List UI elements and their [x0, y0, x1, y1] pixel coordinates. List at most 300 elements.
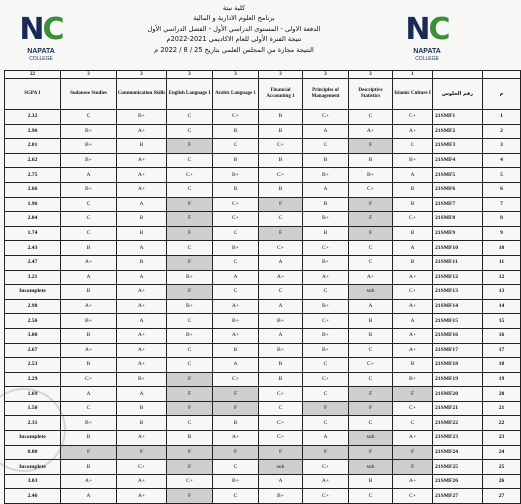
table-row: [5, 168, 521, 183]
grade-cell-principles-of-management: B+: [303, 299, 349, 314]
seat-number-cell: 21SMF8: [433, 212, 483, 227]
grade-cell-financial-accounting: B: [259, 358, 303, 373]
grade-cell-principles-of-management: C: [303, 416, 349, 431]
table-row: [5, 489, 521, 504]
grade-cell-sudanese-studies: A+: [61, 474, 117, 489]
grade-cell-sudanese-studies: A: [61, 270, 117, 285]
grade-cell-english-language: C: [167, 124, 213, 139]
grade-cell-communication-skills: F: [117, 445, 167, 460]
grade-cell-financial-accounting: C+: [259, 241, 303, 256]
grade-cell-sudanese-studies: C: [61, 197, 117, 212]
grade-cell-communication-skills: B+: [117, 110, 167, 125]
seat-number-cell: 21SMF24: [433, 445, 483, 460]
grade-cell-principles-of-management: A: [303, 431, 349, 446]
grade-cell-descriptive-statistics: C: [349, 255, 393, 270]
grade-cell-sudanese-studies: C+: [61, 372, 117, 387]
grade-cell-descriptive-statistics: A+: [349, 270, 393, 285]
grade-cell-arabic-language: C: [213, 255, 259, 270]
seat-number-cell: 21SMF15: [433, 314, 483, 329]
grade-cell-english-language: F: [167, 139, 213, 154]
grade-cell-descriptive-statistics: F: [349, 445, 393, 460]
grade-cell-english-language: C: [167, 343, 213, 358]
grade-cell-descriptive-statistics: B: [349, 314, 393, 329]
grade-cell-arabic-language: B+: [213, 168, 259, 183]
grade-cell-english-language: F: [167, 372, 213, 387]
grade-cell-communication-skills: B: [117, 212, 167, 227]
grade-cell-islamic-culture: C: [393, 139, 433, 154]
grade-cell-communication-skills: A: [117, 197, 167, 212]
grade-cell-descriptive-statistics: sub: [349, 460, 393, 475]
index-cell: 3: [483, 139, 521, 154]
credit-hours-cell: 3: [167, 71, 213, 79]
grade-cell-financial-accounting: B: [259, 110, 303, 125]
grade-cell-descriptive-statistics: C: [349, 489, 393, 504]
seat-number-cell: 21SMF11: [433, 255, 483, 270]
grade-cell-sudanese-studies: B+: [61, 124, 117, 139]
grade-cell-communication-skills: A: [117, 387, 167, 402]
grade-cell-communication-skills: A+: [117, 474, 167, 489]
table-row: [5, 328, 521, 343]
credit-hours-cell: 3: [117, 71, 167, 79]
grade-cell-communication-skills: A: [117, 314, 167, 329]
column-header-seat-number: رقم الجلوس: [433, 79, 483, 110]
grade-cell-english-language: C: [167, 241, 213, 256]
column-header-index: م: [483, 79, 521, 110]
credit-hours-cell: 3: [303, 71, 349, 79]
index-cell: 14: [483, 299, 521, 314]
index-cell: 12: [483, 270, 521, 285]
index-cell: 26: [483, 474, 521, 489]
grade-cell-financial-accounting: C+: [259, 139, 303, 154]
credit-hours-cell: 22: [5, 71, 61, 79]
grade-cell-principles-of-management: B: [303, 226, 349, 241]
grade-cell-financial-accounting: A: [259, 474, 303, 489]
grade-cell-english-language: C+: [167, 168, 213, 183]
grade-cell-islamic-culture: A: [393, 241, 433, 256]
grade-cell-descriptive-statistics: C: [349, 110, 393, 125]
grade-cell-principles-of-management: B: [303, 153, 349, 168]
table-row: [5, 387, 521, 402]
seat-number-cell: 21SMF18: [433, 358, 483, 373]
grade-cell-descriptive-statistics: F: [349, 387, 393, 402]
grade-cell-financial-accounting: C: [259, 401, 303, 416]
table-row: [5, 474, 521, 489]
grade-cell-english-language: B+: [167, 328, 213, 343]
grade-cell-islamic-culture: C+: [393, 285, 433, 300]
napata-logo-mark-icon: NC: [405, 12, 449, 47]
grade-cell-descriptive-statistics: C+: [349, 182, 393, 197]
grade-cell-english-language: F: [167, 489, 213, 504]
index-cell: 8: [483, 212, 521, 227]
grade-cell-arabic-language: B: [213, 182, 259, 197]
grade-cell-english-language: F: [167, 212, 213, 227]
grade-cell-sudanese-studies: B: [61, 328, 117, 343]
grade-cell-financial-accounting: C+: [259, 387, 303, 402]
grade-cell-financial-accounting: A+: [259, 270, 303, 285]
grade-cell-descriptive-statistics: A+: [349, 124, 393, 139]
grade-cell-arabic-language: C+: [213, 197, 259, 212]
grade-cell-english-language: C: [167, 358, 213, 373]
index-cell: 9: [483, 226, 521, 241]
sgpa-cell: 1.69: [5, 387, 61, 402]
grade-cell-financial-accounting: F: [259, 197, 303, 212]
seat-number-cell: 21SMF9: [433, 226, 483, 241]
index-cell: 22: [483, 416, 521, 431]
grade-cell-english-language: C: [167, 110, 213, 125]
grade-cell-english-language: F: [167, 401, 213, 416]
grade-cell-arabic-language: A: [213, 270, 259, 285]
grade-cell-english-language: F: [167, 226, 213, 241]
grade-cell-descriptive-statistics: sub: [349, 285, 393, 300]
grade-cell-principles-of-management: C+: [303, 241, 349, 256]
grade-cell-islamic-culture: A+: [393, 270, 433, 285]
grade-cell-communication-skills: B+: [117, 372, 167, 387]
grade-cell-sudanese-studies: A+: [61, 299, 117, 314]
credit-hours-cell: 3: [259, 71, 303, 79]
header-result-title: نتيجة الفترة الأولى للعام الاكاديمي 2021-2022م: [166, 35, 302, 44]
grade-cell-english-language: B+: [167, 299, 213, 314]
grade-cell-islamic-culture: B+: [393, 372, 433, 387]
header-program: برنامج العلوم الادارية و المالية: [193, 14, 275, 23]
grade-cell-arabic-language: B+: [213, 241, 259, 256]
index-cell: 25: [483, 460, 521, 475]
seat-number-cell: 21SMF12: [433, 270, 483, 285]
grade-cell-islamic-culture: B: [393, 255, 433, 270]
grade-cell-principles-of-management: B+: [303, 168, 349, 183]
grade-cell-english-language: C: [167, 416, 213, 431]
grade-cell-arabic-language: B+: [213, 474, 259, 489]
grade-cell-communication-skills: A+: [117, 431, 167, 446]
grade-cell-communication-skills: A+: [117, 182, 167, 197]
credit-hours-cell: [483, 71, 521, 79]
grade-cell-descriptive-statistics: C: [349, 343, 393, 358]
sgpa-cell: 1.96: [5, 197, 61, 212]
grade-cell-islamic-culture: C+: [393, 110, 433, 125]
grade-cell-communication-skills: A+: [117, 299, 167, 314]
table-row: [5, 343, 521, 358]
grade-cell-descriptive-statistics: C: [349, 416, 393, 431]
grade-cell-english-language: B+: [167, 270, 213, 285]
grade-cell-principles-of-management: C+: [303, 489, 349, 504]
grade-cell-sudanese-studies: A: [61, 489, 117, 504]
seat-number-cell: 21SMF16: [433, 328, 483, 343]
table-row: [5, 212, 521, 227]
grade-cell-descriptive-statistics: B: [349, 153, 393, 168]
grade-cell-english-language: C: [167, 182, 213, 197]
grade-cell-financial-accounting: C+: [259, 416, 303, 431]
grade-cell-islamic-culture: F: [393, 460, 433, 475]
seat-number-cell: 21SMF1: [433, 110, 483, 125]
table-row: [5, 182, 521, 197]
sgpa-cell: 3.00: [5, 328, 61, 343]
index-cell: 6: [483, 182, 521, 197]
grade-cell-arabic-language: A+: [213, 431, 259, 446]
index-cell: 21: [483, 401, 521, 416]
grade-cell-sudanese-studies: B: [61, 460, 117, 475]
grade-cell-financial-accounting: C+: [259, 431, 303, 446]
results-table: [4, 70, 521, 504]
seat-number-cell: 21SMF22: [433, 416, 483, 431]
grade-cell-principles-of-management: A: [303, 182, 349, 197]
sgpa-cell: 2.01: [5, 139, 61, 154]
credit-hours-cell: 3: [61, 71, 117, 79]
grade-cell-islamic-culture: A+: [393, 124, 433, 139]
column-header-english-language: English Language I: [167, 79, 213, 110]
grade-cell-communication-skills: A+: [117, 153, 167, 168]
grade-cell-principles-of-management: B: [303, 197, 349, 212]
seat-number-cell: 21SMF20: [433, 387, 483, 402]
grade-cell-communication-skills: B: [117, 255, 167, 270]
grade-cell-sudanese-studies: B+: [61, 314, 117, 329]
grade-cell-descriptive-statistics: sub: [349, 431, 393, 446]
grade-cell-islamic-culture: A+: [393, 299, 433, 314]
grade-cell-principles-of-management: C: [303, 358, 349, 373]
table-row: [5, 358, 521, 373]
table-row: [5, 401, 521, 416]
grade-cell-english-language: F: [167, 460, 213, 475]
grade-cell-financial-accounting: B: [259, 182, 303, 197]
grade-cell-islamic-culture: B: [393, 358, 433, 373]
seat-number-cell: 21SMF4: [433, 153, 483, 168]
grade-cell-islamic-culture: C: [393, 416, 433, 431]
seat-number-cell: 21SMF17: [433, 343, 483, 358]
index-cell: 10: [483, 241, 521, 256]
grade-cell-english-language: F: [167, 255, 213, 270]
grade-cell-communication-skills: B: [117, 139, 167, 154]
grade-cell-arabic-language: C+: [213, 372, 259, 387]
credit-hours-cell: 1: [393, 71, 433, 79]
grade-cell-islamic-culture: C+: [393, 212, 433, 227]
grade-cell-arabic-language: F: [213, 387, 259, 402]
grade-cell-principles-of-management: C+: [303, 110, 349, 125]
sgpa-cell: 2.98: [5, 299, 61, 314]
grade-cell-sudanese-studies: C: [61, 212, 117, 227]
sgpa-cell: 2.62: [5, 153, 61, 168]
grade-cell-islamic-culture: A: [393, 168, 433, 183]
grade-cell-principles-of-management: C: [303, 139, 349, 154]
column-header-sudanese-studies: Sudanese Studies: [61, 79, 117, 110]
grade-cell-english-language: C+: [167, 474, 213, 489]
sgpa-cell: Incomplete: [5, 431, 61, 446]
table-row: [5, 285, 521, 300]
napata-logo-left: [10, 12, 72, 70]
table-row: [5, 416, 521, 431]
grade-cell-principles-of-management: F: [303, 401, 349, 416]
seat-number-cell: 21SMF6: [433, 182, 483, 197]
sgpa-cell: 2.31: [5, 416, 61, 431]
seat-number-cell: 21SMF23: [433, 431, 483, 446]
index-cell: 2: [483, 124, 521, 139]
grade-cell-financial-accounting: A: [259, 255, 303, 270]
index-cell: 13: [483, 285, 521, 300]
sgpa-cell: 2.66: [5, 182, 61, 197]
grade-cell-english-language: F: [167, 445, 213, 460]
table-row: [5, 460, 521, 475]
sgpa-cell: 2.04: [5, 212, 61, 227]
grade-cell-descriptive-statistics: B: [349, 474, 393, 489]
grade-cell-sudanese-studies: B: [61, 285, 117, 300]
seat-number-cell: 21SMF2: [433, 124, 483, 139]
grade-cell-english-language: C: [167, 153, 213, 168]
grade-cell-arabic-language: C: [213, 226, 259, 241]
credit-hours-cell: 3: [213, 71, 259, 79]
grade-cell-communication-skills: A+: [117, 124, 167, 139]
table-row: [5, 445, 521, 460]
grade-cell-principles-of-management: C: [303, 285, 349, 300]
grade-cell-communication-skills: A+: [117, 343, 167, 358]
grade-cell-financial-accounting: B: [259, 153, 303, 168]
grade-cell-arabic-language: C: [213, 460, 259, 475]
grade-cell-sudanese-studies: B+: [61, 153, 117, 168]
logo-text: NAPATA: [413, 48, 441, 55]
grade-cell-principles-of-management: C: [303, 387, 349, 402]
grade-cell-principles-of-management: C+: [303, 314, 349, 329]
sgpa-cell: Incomplete: [5, 285, 61, 300]
header-level: الدفعة الاولى - المستوى الدراسي الأول - الفصل الدراسي الأول: [147, 24, 321, 33]
grade-cell-arabic-language: A: [213, 358, 259, 373]
index-cell: 17: [483, 343, 521, 358]
column-header-row: [5, 79, 521, 110]
napata-logo-mark-icon: NC: [19, 12, 63, 47]
grade-cell-arabic-language: C: [213, 285, 259, 300]
grade-cell-sudanese-studies: B: [61, 241, 117, 256]
sgpa-cell: 3.03: [5, 474, 61, 489]
grade-cell-communication-skills: A+: [117, 328, 167, 343]
grade-cell-arabic-language: B: [213, 343, 259, 358]
grade-cell-islamic-culture: F: [393, 387, 433, 402]
grade-cell-sudanese-studies: A+: [61, 343, 117, 358]
sgpa-cell: 2.67: [5, 343, 61, 358]
grade-cell-arabic-language: C+: [213, 110, 259, 125]
grade-cell-islamic-culture: A+: [393, 343, 433, 358]
grade-cell-arabic-language: F: [213, 445, 259, 460]
grade-cell-communication-skills: A+: [117, 489, 167, 504]
sgpa-cell: 2.32: [5, 110, 61, 125]
grade-cell-financial-accounting: B+: [259, 314, 303, 329]
document-header: [90, 3, 378, 55]
sgpa-cell: 1.50: [5, 401, 61, 416]
sgpa-cell: 1.74: [5, 226, 61, 241]
column-header-sgpa: SGPA 1: [5, 79, 61, 110]
sgpa-cell: 2.29: [5, 372, 61, 387]
grade-cell-financial-accounting: A: [259, 328, 303, 343]
index-cell: 16: [483, 328, 521, 343]
seat-number-cell: 21SMF13: [433, 285, 483, 300]
grade-cell-sudanese-studies: C: [61, 226, 117, 241]
grade-cell-sudanese-studies: A: [61, 387, 117, 402]
grade-cell-islamic-culture: A+: [393, 474, 433, 489]
sgpa-cell: 2.43: [5, 241, 61, 256]
grade-cell-arabic-language: B: [213, 416, 259, 431]
seat-number-cell: 21SMF27: [433, 489, 483, 504]
grade-cell-descriptive-statistics: B+: [349, 168, 393, 183]
table-row: [5, 124, 521, 139]
table-row: [5, 110, 521, 125]
column-header-financial-accounting: Financial Accounting 1: [259, 79, 303, 110]
column-header-communication-skills: Communication Skills: [117, 79, 167, 110]
grade-cell-english-language: F: [167, 285, 213, 300]
grade-cell-principles-of-management: A+: [303, 270, 349, 285]
grade-cell-communication-skills: A: [117, 270, 167, 285]
index-cell: 23: [483, 431, 521, 446]
table-row: [5, 139, 521, 154]
grade-cell-islamic-culture: F: [393, 445, 433, 460]
logo-sub: COLLEGE: [415, 56, 439, 62]
grade-cell-financial-accounting: sub: [259, 460, 303, 475]
grade-cell-islamic-culture: C+: [393, 401, 433, 416]
grade-cell-sudanese-studies: B+: [61, 139, 117, 154]
grade-cell-descriptive-statistics: F: [349, 212, 393, 227]
index-cell: 24: [483, 445, 521, 460]
grade-cell-islamic-culture: B: [393, 226, 433, 241]
index-cell: 20: [483, 387, 521, 402]
grade-cell-principles-of-management: B+: [303, 328, 349, 343]
grade-cell-arabic-language: C: [213, 489, 259, 504]
grade-cell-principles-of-management: C+: [303, 460, 349, 475]
index-cell: 18: [483, 358, 521, 373]
grade-cell-descriptive-statistics: F: [349, 401, 393, 416]
sgpa-cell: 2.47: [5, 255, 61, 270]
table-row: [5, 299, 521, 314]
grade-cell-descriptive-statistics: F: [349, 139, 393, 154]
grade-cell-arabic-language: A+: [213, 299, 259, 314]
seat-number-cell: 21SMF3: [433, 139, 483, 154]
index-cell: 15: [483, 314, 521, 329]
header-college: كلية نبتة: [222, 4, 246, 12]
grade-cell-english-language: B: [167, 431, 213, 446]
grade-cell-sudanese-studies: C: [61, 401, 117, 416]
column-header-principles-of-management: Principles of Management: [303, 79, 349, 110]
grade-cell-principles-of-management: C+: [303, 372, 349, 387]
grade-cell-principles-of-management: B+: [303, 212, 349, 227]
table-row: [5, 372, 521, 387]
table-row: [5, 431, 521, 446]
grade-cell-islamic-culture: B+: [393, 153, 433, 168]
grade-cell-english-language: F: [167, 197, 213, 212]
grade-cell-communication-skills: A+: [117, 285, 167, 300]
grade-cell-financial-accounting: C: [259, 285, 303, 300]
sgpa-cell: 2.75: [5, 168, 61, 183]
logo-sub: COLLEGE: [29, 56, 53, 62]
column-header-islamic-culture: Islamic Culture I: [393, 79, 433, 110]
grade-cell-sudanese-studies: F: [61, 445, 117, 460]
seat-number-cell: 21SMF5: [433, 168, 483, 183]
grade-cell-communication-skills: A+: [117, 168, 167, 183]
grade-cell-descriptive-statistics: B: [349, 328, 393, 343]
grade-cell-financial-accounting: F: [259, 226, 303, 241]
grade-cell-descriptive-statistics: F: [349, 197, 393, 212]
grade-cell-english-language: C: [167, 314, 213, 329]
grade-cell-islamic-culture: B: [393, 197, 433, 212]
seat-number-cell: 21SMF26: [433, 474, 483, 489]
index-cell: 1: [483, 110, 521, 125]
grade-cell-descriptive-statistics: A: [349, 299, 393, 314]
grade-cell-financial-accounting: B+: [259, 343, 303, 358]
grade-cell-principles-of-management: B+: [303, 255, 349, 270]
grade-cell-arabic-language: A+: [213, 328, 259, 343]
grade-cell-descriptive-statistics: F: [349, 226, 393, 241]
index-cell: 4: [483, 153, 521, 168]
grade-cell-sudanese-studies: B: [61, 431, 117, 446]
grade-cell-islamic-culture: C+: [393, 489, 433, 504]
grade-cell-arabic-language: B: [213, 153, 259, 168]
grade-cell-arabic-language: B: [213, 124, 259, 139]
seat-number-cell: 21SMF14: [433, 299, 483, 314]
grade-cell-descriptive-statistics: C+: [349, 358, 393, 373]
credit-hours-row: [5, 71, 521, 79]
grade-cell-principles-of-management: A+: [303, 474, 349, 489]
grade-cell-communication-skills: B: [117, 416, 167, 431]
